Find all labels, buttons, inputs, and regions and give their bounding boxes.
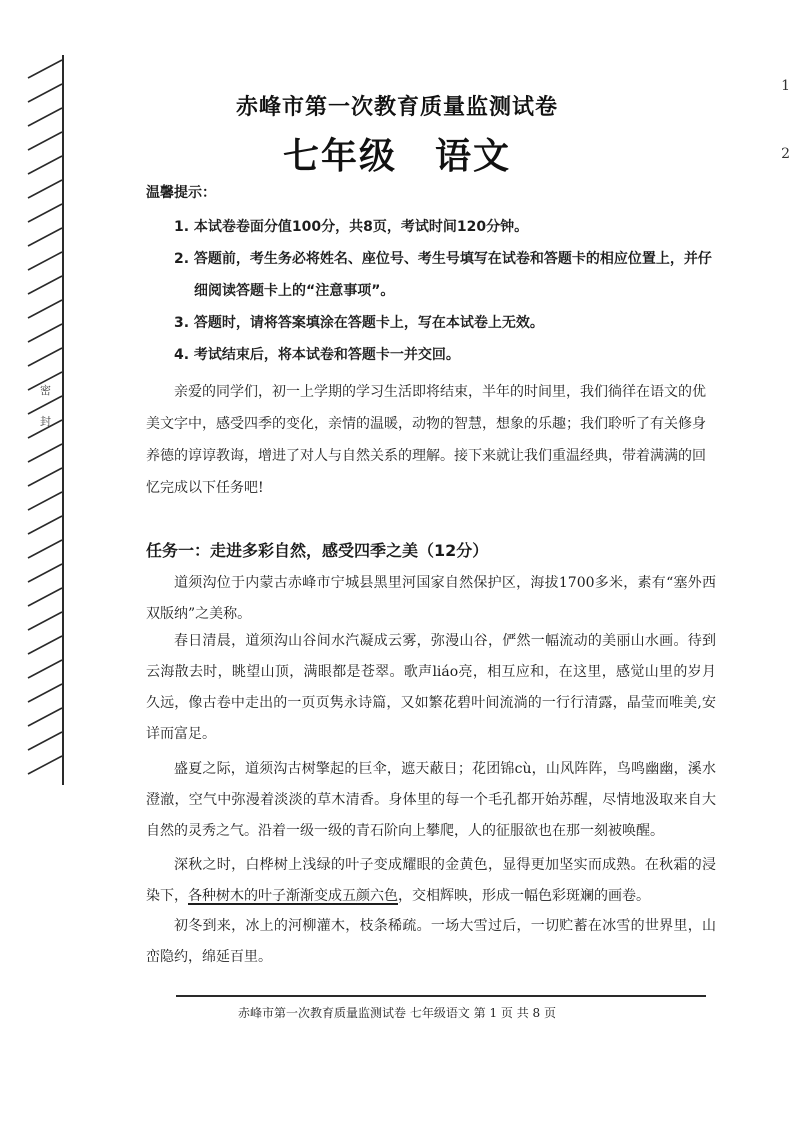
passage-paragraph: 道须沟位于内蒙古赤峰市宁城县黑里河国家自然保护区，海拔1700多米，素有“塞外西双版纳”之美称。	[146, 575, 716, 622]
hatch-stroke	[28, 468, 62, 486]
passage-paragraph: 盛夏之际，道须沟古树擎起的巨伞，遮天蔽日；花团锦cù，山风阵阵，鸟鸣幽幽，溪水澄澈，空气中弥漫着淡淡的草木清香。身体里的每一个毛孔都开始苏醒，尽情地汲取来自大自然的灵秀之气。沿着一级一级的青石阶向上攀爬，人的征服欲也在那一刻被唤醒。	[146, 761, 716, 839]
margin-seal-char: 封	[40, 415, 51, 428]
notice-item: 2. 答题前，考生务必将姓名、座位号、考生号填写在试卷和答题卡的相应位置上，并仔	[174, 251, 712, 267]
hatch-stroke	[28, 564, 62, 582]
hatch-stroke	[28, 348, 62, 366]
hatch-stroke	[28, 660, 62, 678]
passage-paragraph-winter: 初冬到来，冰上的河柳灌木，枝条稀疏。一场大雪过后，一切贮蓄在冰雪的世界里，山峦隐约，绵延百里。	[146, 918, 716, 965]
page-edge-mark: 2	[781, 146, 790, 162]
footer-rule	[176, 995, 706, 997]
task-heading: 任务一：走进多彩自然，感受四季之美（12分）	[146, 541, 489, 560]
hatch-stroke	[28, 756, 62, 774]
hatch-stroke	[28, 708, 62, 726]
hatch-stroke	[28, 540, 62, 558]
notice-item-continuation: 细阅读答题卡上的“注意事项”。	[194, 283, 395, 299]
passage-text: 深秋之时，白桦树上浅绿的叶子变成耀眼的金黄色，显得更加坚实而成熟。在秋霜的浸染下，	[146, 857, 716, 904]
hatch-stroke	[28, 588, 62, 606]
hatch-stroke	[28, 444, 62, 462]
page-footer: 赤峰市第一次教育质量监测试卷 七年级语文 第 1 页 共 8 页	[238, 1006, 556, 1020]
hatch-stroke	[28, 252, 62, 270]
intro-paragraph: 亲爱的同学们，初一上学期的学习生活即将结束，半年的时间里，我们徜徉在语文的优美文字中，感受四季的变化，亲情的温暖，动物的智慧，想象的乐趣；我们聆听了有关修身养德的谆谆教诲，增进了对人与自然关系的理解。接下来就让我们重温经典，带着满满的回忆完成以下任务吧!	[146, 384, 706, 496]
passage-text: ，交相辉映，形成一幅色彩斑斓的画卷。	[398, 888, 650, 904]
notice-item: 1. 本试卷卷面分值100分，共8页，考试时间120分钟。	[174, 219, 529, 235]
hatch-stroke	[28, 684, 62, 702]
passage-paragraph-autumn	[146, 850, 716, 912]
notice-heading: 温馨提示：	[146, 185, 216, 201]
hatch-stroke	[28, 60, 62, 78]
hatch-stroke	[28, 228, 62, 246]
notice-list	[174, 211, 734, 371]
hatch-stroke	[28, 276, 62, 294]
notice-item: 4. 考试结束后，将本试卷和答题卡一并交回。	[174, 347, 460, 363]
hatch-stroke	[28, 324, 62, 342]
margin-seal-char: 密	[40, 384, 51, 397]
hatch-stroke	[28, 492, 62, 510]
hatch-stroke	[28, 732, 62, 750]
page-edge-mark: 1	[781, 78, 790, 94]
hatch-stroke	[28, 396, 62, 414]
hatch-stroke	[28, 300, 62, 318]
hatch-stroke	[28, 204, 62, 222]
underlined-sentence: 各种树木的叶子渐渐变成五颜六色	[188, 888, 398, 904]
hatch-stroke	[28, 180, 62, 198]
exam-title: 赤峰市第一次教育质量监测试卷	[235, 94, 558, 120]
notice-item: 3. 答题时，请将答案填涂在答题卡上，写在本试卷上无效。	[174, 315, 544, 331]
hatch-stroke	[28, 612, 62, 630]
exam-subtitle: 七年级 语文	[282, 135, 511, 177]
hatch-stroke	[28, 636, 62, 654]
passage-paragraph: 春日清晨，道须沟山谷间水汽凝成云雾，弥漫山谷，俨然一幅流动的美丽山水画。待到云海散去时，眺望山顶，满眼都是苍翠。歌声liáo亮，相互应和，在这里，感觉山里的岁月久远，像古卷中走出的一页页隽永诗篇，又如繁花碧叶间流淌的一行行清露，晶莹而唯美,安详而富足。	[146, 633, 716, 742]
hatch-stroke	[28, 516, 62, 534]
